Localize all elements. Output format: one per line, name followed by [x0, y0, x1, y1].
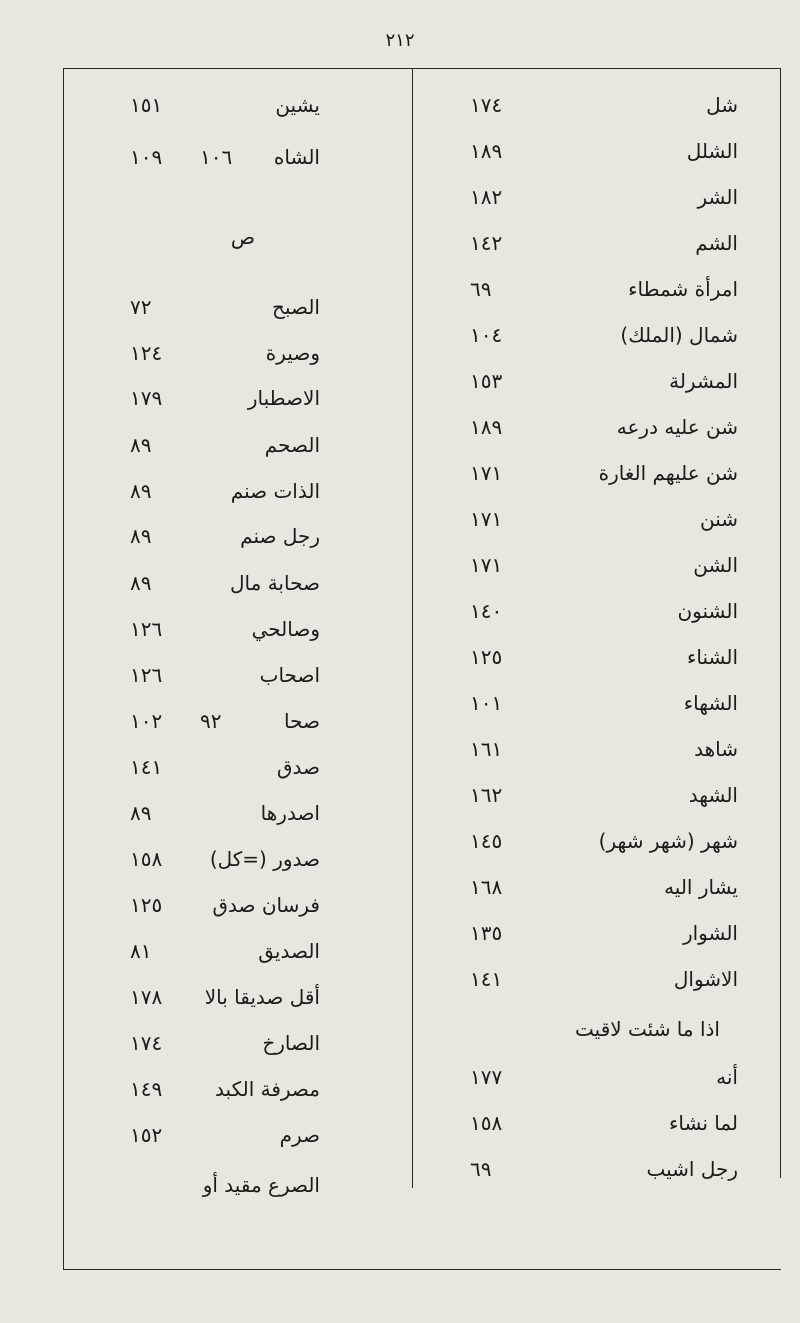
- entry-page-number: ١٠٢: [130, 709, 163, 733]
- entry-page-number: ١٤١: [130, 755, 163, 779]
- entry-page-number: ١٧٤: [470, 93, 503, 117]
- entry-word: يشار اليه: [664, 875, 738, 899]
- index-entry: [0, 88, 800, 122]
- index-entry: [0, 686, 800, 720]
- entry-word: الصديق: [258, 939, 320, 963]
- entry-word: شهر (شهر شهر): [598, 829, 738, 853]
- entry-word: شنن: [699, 507, 738, 531]
- entry-page-number: ١٢٤: [130, 341, 163, 365]
- entry-word: أنه: [716, 1065, 738, 1089]
- entry-page-number: ٦٩: [470, 277, 492, 301]
- entry-word: فرسان صدق: [212, 893, 320, 917]
- entry-word: امرأة شمطاء: [628, 277, 738, 301]
- entry-word: الشر: [697, 185, 738, 209]
- entry-page-number: ١٤٠: [470, 599, 503, 623]
- index-entry: [0, 456, 800, 490]
- index-entry: [0, 364, 800, 398]
- entry-page-number: ٨٩: [130, 433, 152, 457]
- entry-word: وصيرة: [265, 341, 320, 365]
- entry-page-number: ١٥٨: [470, 1111, 503, 1135]
- entry-page-number: ٧٢: [130, 295, 152, 319]
- entry-page-number: ١٤٩: [130, 1077, 163, 1101]
- entry-word: يشين: [275, 93, 320, 117]
- entry-page-number: ١٧١: [470, 507, 503, 531]
- entry-word: الشناء: [686, 645, 738, 669]
- entry-word: الصرع مقيد أو: [202, 1173, 320, 1197]
- entry-page-number: ١٥٨: [130, 847, 163, 871]
- entry-word: اصدرها: [260, 801, 320, 825]
- entry-word: الصحم: [264, 433, 320, 457]
- entry-page-number: ١٧١: [470, 461, 503, 485]
- entry-word: صحا: [284, 709, 320, 733]
- entry-page-number: ١٢٦: [130, 663, 163, 687]
- entry-page-number: ١٢٥: [130, 893, 163, 917]
- entry-page-number: ١٨٩: [470, 415, 503, 439]
- entry-word: الصبح: [272, 295, 320, 319]
- index-entry: [0, 318, 800, 352]
- entry-word: أقل صديقا بالا: [204, 985, 320, 1009]
- index-entry: [0, 594, 800, 628]
- index-entry: [0, 778, 800, 812]
- entry-word: شل: [706, 93, 738, 117]
- entry-word: شن عليهم الغارة: [598, 461, 738, 485]
- index-entry: [0, 410, 800, 444]
- entry-word: وصالحي: [251, 617, 320, 641]
- entry-word: مصرفة الكبد: [215, 1077, 320, 1101]
- entry-word: الشن: [693, 553, 738, 577]
- entry-page-number: ١٦١: [470, 737, 503, 761]
- entry-page-number: ١٧٩: [130, 386, 163, 410]
- index-entry: [0, 916, 800, 950]
- entry-word: الشنون: [677, 599, 738, 623]
- entry-word: الاشوال: [673, 967, 738, 991]
- entry-page-number-secondary: ٩٢: [200, 709, 222, 733]
- index-entry: [0, 272, 800, 306]
- entry-word: المشرلة: [669, 369, 738, 393]
- index-entry: [0, 1152, 800, 1186]
- entry-page-number: ١٠٤: [470, 323, 503, 347]
- entry-word: صدور (=كل): [209, 847, 320, 871]
- index-entry: [0, 962, 800, 996]
- entry-word: شن عليه درعه: [616, 415, 738, 439]
- entry-page-number: ١٣٥: [470, 921, 503, 945]
- entry-page-number: ١٠١: [470, 691, 503, 715]
- entry-word: الشوار: [682, 921, 738, 945]
- entry-page-number: ١٧٧: [470, 1065, 503, 1089]
- entry-page-number: ٨٩: [130, 479, 152, 503]
- entry-word: صحابة مال: [230, 571, 320, 595]
- entry-word: الشم: [695, 231, 738, 255]
- entry-word: الذات صنم: [230, 479, 320, 503]
- entry-page-number: ١٧٤: [130, 1031, 163, 1055]
- entry-word: شاهد: [694, 737, 738, 761]
- index-entry: [0, 180, 800, 214]
- entry-page-number: ١٨٢: [470, 185, 503, 209]
- entry-word: صدق: [277, 755, 320, 779]
- entry-page-number-secondary: ١٠٦: [200, 145, 233, 169]
- entry-word: الاصطبار: [247, 386, 320, 410]
- page-number: ٢١٢: [385, 30, 415, 51]
- entry-word: الصارخ: [262, 1031, 320, 1055]
- entry-page-number: ٨٩: [130, 801, 152, 825]
- top-rule: [63, 68, 781, 69]
- index-entry: [0, 640, 800, 674]
- entry-page-number: ١٦٢: [470, 783, 503, 807]
- index-entry: [0, 870, 800, 904]
- entry-word: الشاه: [273, 145, 320, 169]
- entry-word: رجل اشيب: [646, 1157, 738, 1181]
- entry-word: رجل صنم: [240, 524, 320, 548]
- entry-word: الشهد: [688, 783, 738, 807]
- entry-word: لما نشاء: [668, 1111, 738, 1135]
- index-entry: [0, 134, 800, 168]
- index-entry: [0, 1106, 800, 1140]
- entry-page-number: ١٢٥: [470, 645, 503, 669]
- index-entry: [0, 548, 800, 582]
- entry-page-number: ١٠٩: [130, 145, 163, 169]
- entry-page-number: ١٥١: [130, 93, 163, 117]
- entry-page-number: ١٥٣: [470, 369, 503, 393]
- entry-page-number: ١٧١: [470, 553, 503, 577]
- entry-page-number: ١٧٨: [130, 985, 163, 1009]
- entry-page-number: ٨٩: [130, 524, 152, 548]
- entry-page-number: ١٢٦: [130, 617, 163, 641]
- entry-page-number: ٦٩: [470, 1157, 492, 1181]
- section-note: اذا ما شئت لاقيت: [575, 1017, 720, 1041]
- index-entry: [0, 1060, 800, 1094]
- entry-page-number: ١٤١: [470, 967, 503, 991]
- index-entry: [0, 824, 800, 858]
- index-entry: [0, 502, 800, 536]
- bottom-rule: [63, 1269, 781, 1270]
- entry-page-number: ١٤٥: [470, 829, 503, 853]
- index-entry: [0, 732, 800, 766]
- entry-page-number: ١٦٨: [470, 875, 503, 899]
- entry-word: ص: [230, 225, 255, 249]
- entry-page-number: ١٥٢: [130, 1123, 163, 1147]
- entry-page-number: ١٤٢: [470, 231, 503, 255]
- entry-word: الشلل: [686, 139, 738, 163]
- entry-page-number: ٨١: [130, 939, 152, 963]
- entry-word: الشهاء: [683, 691, 738, 715]
- entry-word: شمال (الملك): [620, 323, 738, 347]
- index-entry: [0, 226, 800, 260]
- entry-word: اصحاب: [259, 663, 320, 687]
- entry-page-number: ٨٩: [130, 571, 152, 595]
- entry-page-number: ١٨٩: [470, 139, 503, 163]
- entry-word: صرم: [279, 1123, 320, 1147]
